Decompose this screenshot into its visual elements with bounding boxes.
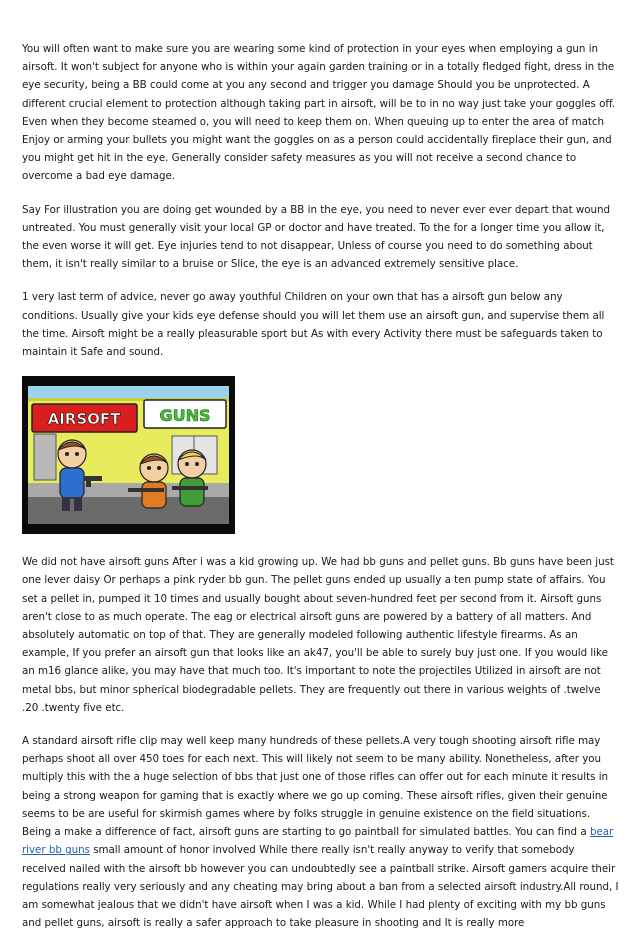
paragraph-3: 1 very last term of advice, never go away youthful Children on your own that has a airsoft gun below any conditions. Usually give your kids eye defense should you will let them use an airsoft gun, and supervise them all the time. Airsoft might be a really pleasurable sport but As with every Activity there must be safeguards taken to maintain it Safe and sound.	[22, 291, 605, 359]
bear-river-bb-guns-link[interactable]: bear river bb guns	[22, 826, 614, 857]
paragraph-5	[22, 732, 619, 932]
paragraph-5-text-before: A standard airsoft rifle clip may well keep many hundreds of these pellets.A very tough shooting airsoft rifle may perhaps shoot all over 450 toes for each next. This will likely not seem to be many ability. Nonetheless, after you multiply this with the a huge selection of bbs that just one of those rifles can offer out for each minute it results in being a strong weapon for gaming that is exactly where we go up coming. These airsoft rifles, given their genuine seems to be are useful for skirmish games where by folks struggle in genuine existence on the field situations. Being a make a difference of fact, airsoft guns are starting to go paintball for simulated battles. You can find a	[22, 735, 608, 839]
building-door	[34, 434, 56, 480]
sign-airsoft-text: AIRSOFT	[47, 410, 121, 429]
paragraph-5-text-after: small amount of honor involved While there really isn't really anyway to verify that somebody received nailed with the airsoft bb however you can undoubtedly see a paintball strike. Airsoft gamers acquire their regulations really very seriously and any cheating may bring about a ban from a selected airsoft industry.All round, I am somewhat jealous that we didn't have airsoft when I was a kid. While I had plenty of exciting with my bb guns and pellet guns, airsoft is really a safer approach to take pleasure in shooting and It is really more	[22, 844, 619, 930]
sign-guns-text: GUNS	[159, 406, 211, 426]
airsoft-guns-cartoon-image	[22, 376, 235, 534]
paragraph-2: Say For illustration you are doing get wounded by a BB in the eye, you need to never ever ever depart that wound untreated. You must generally visit your local GP or doctor and have treated. To the for a longer time you allow it, the even worse it will get. Eye injuries tend to not disappear, Unless of course you need to do something about them, it isn't really similar to a bruise or Slice, the eye is an advanced extremely sensitive place.	[22, 203, 610, 271]
paragraph-1: You will often want to make sure you are wearing some kind of protection in your eyes when employing a gun in airsoft. It won't subject for anyone who is within your again garden training or in a totally fledged fight, dress in the eye security, being a BB could come at you any second and trigger you damage Should you be unprotected. A different crucial element to protection although taking part in airsoft, will be to in no way just take your goggles off. Even when they become steamed o, you will need to keep them on. When queuing up to enter the area of match Enjoy or arming your bullets you might want the goggles on as a person could accidentally fireplace their gun, and you might get hit in the eye. Generally consider safety measures as you will not receive a second chance to overcome a bad eye damage.	[22, 43, 616, 183]
paragraph-4: We did not have airsoft guns After i was a kid growing up. We had bb guns and pellet guns. Bb guns have been just one lever daisy Or perhaps a pink ryder bb gun. The pellet guns ended up usually a ten pump state of affairs. You set a pellet in, pumped it 10 times and usually bought about seven-hundred feet per second from it. Airsoft guns aren't close to as much operate. The eag or electrical airsoft guns are powered by a battery of all matters. And absolutely automatic on top of that. They are generally modeled following authentic lifestyle firearms. As an example, If you prefer an airsoft gun that looks like an ak47, you'll be able to surely buy just one. If you would like an m16 glance alike, you may have that much too. It's important to note the projectiles Utilized in airsoft are not metal bbs, but minor spherical biodegradable pellets. They are frequently out there in various weights of .twelve .20 .twenty five etc.	[22, 556, 614, 714]
document-body	[22, 40, 619, 947]
